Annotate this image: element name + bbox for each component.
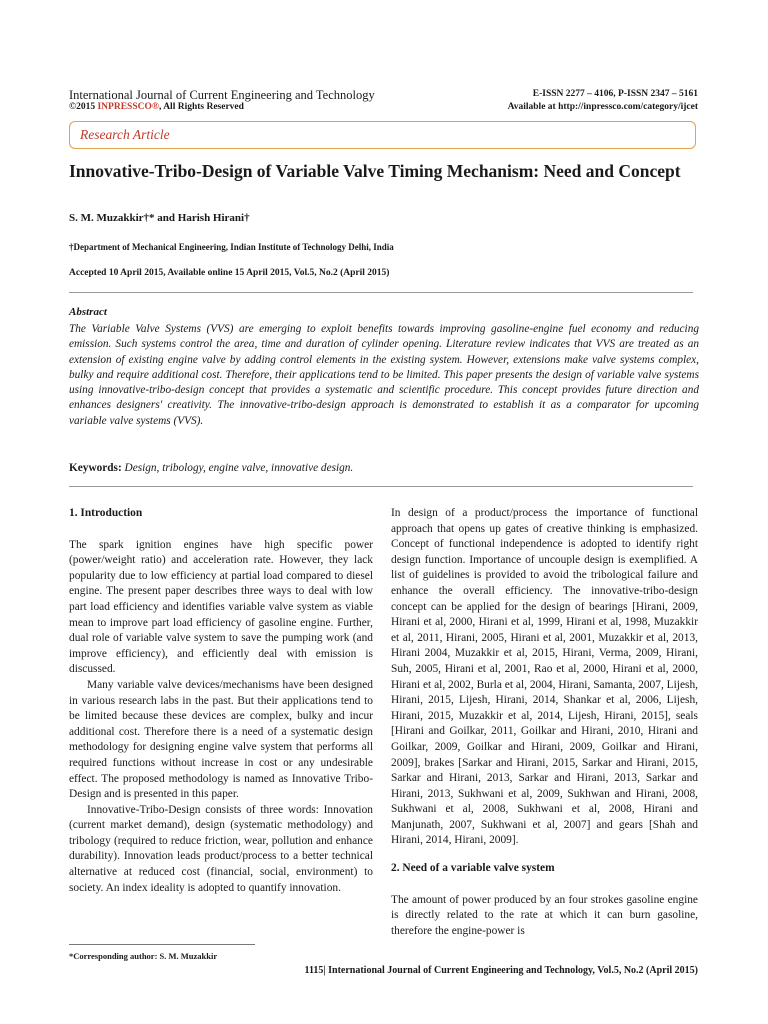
- availability-line: Available at http://inpressco.com/category/ijcet: [507, 102, 698, 112]
- keywords-label: Keywords:: [69, 462, 122, 474]
- intro-paragraph-3: Innovative-Tribo-Design consists of three words: Innovation (current market demand), design (systematic methodology) and tribology (required to reduce friction, wear, pollution and enhance durability). Innovation leads product/process to a better technical alternative at reduced cost (financial, social, environment) to society. An index ideality is adopted to quantify innovation.: [69, 803, 373, 894]
- left-column: [69, 506, 373, 896]
- authors: S. M. Muzakkir†* and Harish Hirani†: [69, 212, 250, 224]
- section-heading-need: 2. Need of a variable valve system: [391, 862, 555, 875]
- right-column: [391, 506, 698, 939]
- divider-top: [69, 292, 693, 293]
- copyright-line: [69, 102, 244, 112]
- publication-dates: Accepted 10 April 2015, Available online 15 April 2015, Vol.5, No.2 (April 2015): [69, 268, 390, 278]
- section2-paragraph-1: The amount of power produced by an four strokes gasoline engine is directly related to the rate at which it can burn gasoline, therefore the engine-power is: [391, 893, 698, 937]
- publisher-brand: INPRESSCO®: [97, 102, 159, 112]
- issn-line: E-ISSN 2277 – 4106, P-ISSN 2347 – 5161: [532, 89, 698, 99]
- journal-name: International Journal of Current Engineering and Technology: [69, 88, 375, 102]
- section-heading-introduction: 1. Introduction: [69, 507, 143, 519]
- affiliation: †Department of Mechanical Engineering, Indian Institute of Technology Delhi, India: [69, 242, 394, 252]
- footnote-divider: [69, 944, 255, 945]
- article-type-box: [69, 121, 696, 149]
- corresponding-author: *Corresponding author: S. M. Muzakkir: [69, 951, 218, 961]
- abstract-text: The Variable Valve Systems (VVS) are emerging to exploit benefits towards improving gasoline-engine fuel economy and reducing emission. Such systems control the area, time and duration of cylinder opening. Literature review indicates that VVS are treated as an extension of existing engine valve by adding control elements in the existing system. However, extensions make valve systems complex, bulky and require additional cost. Therefore, their applications tend to be limited. This paper presents the design of variable valve systems using innovative-tribo-design concept that provides a systematic and scientific procedure. This concept provides future direction and enhances designers' creativity. The innovative-tribo-design approach is demonstrated to establish it as a comparator for upcoming variable valve systems (VVS).: [69, 323, 699, 427]
- keywords: [69, 462, 353, 474]
- intro-paragraph-4: In design of a product/process the importance of functional approach that opens up gates of creative thinking is emphasized. Concept of functional independence is adopted to identify right design function. Importance of uncouple design is exemplified. A list of guidelines is provided to avoid the tribological failure and enhance the overall efficiency. The innovative-tribo-design concept can be applied for the design of bearings [Hirani, 2009, Hirani et al, 2000, Hirani et al, 1999, Hirani et al, 1998, Muzakkir et al, 2011, Hirani, 2005, Hirani et al, 2001, Muzakkir et al, 2013, Hirani 2004, Muzakkir et al, 2015, Hirani, Verma, 2009, Hirani, Suh, 2005, Hirani et al, 2001, Rao et al, 2000, Hirani et al, 2000, Hirani et al, 2002, Burla et al, 2004, Hirani, Samanta, 2007, Lijesh, Hirani, 2015, Lijesh, Hirani, 2014, Shankar et al, 2006, Lijesh, Hirani, 2015, Muzakkir et al, 2014, Lijesh, Hirani, 2015], seals [Hirani and Goilkar, 2011, Goilkar and Hirani, 2010, Hirani and Goilkar, 2009, Goilkar and Hirani, 2009, Goilkar and Hirani, 2009], brakes [Sarkar and Hirani, 2015, Sarkar and Hirani, 2015, Sarkar and Hirani, 2013, Sarkar and Hirani, 2013, Sarkar and Hirani, 2013, Sukhwani et al, 2009, Sukhwan and Hirani, 2008, Sukhwani et al, 2008, Sukhwani et al, 2008, Hirani and Manjunath, 2007, Sukhwani et al, 2007] and gears [Shah and Hirani, 2014, Hirani, 2009].: [391, 507, 698, 847]
- copyright-prefix: ©2015: [69, 102, 98, 112]
- paper-title: Innovative-Tribo-Design of Variable Valve Timing Mechanism: Need and Concept: [69, 161, 681, 181]
- intro-paragraph-1: The spark ignition engines have high specific power (power/weight ratio) and acceleration rate. However, they lack popularity due to low efficiency at partial load compared to diesel engine. The present paper describes three ways to deal with low part load efficiency and identifies variable valve system as viable mean to improve part load efficiency of gasoline engine. Further, dual role of variable valve system to save the pumping work (and improve efficiency), and efficiently deal with emission is discussed.: [69, 538, 373, 676]
- article-type-label: Research Article: [80, 127, 170, 142]
- intro-paragraph-2: Many variable valve devices/mechanisms have been designed in various research labs in the past. But their applications tend to be limited because these devices are complex, bulky and incur additional cost. Therefore there is a need of a systematic design methodology for designing engine valve system that performs all required functions without increase in cost or any undesirable effect. The proposed methodology is named as Innovative Tribo-Design and is presented in this paper.: [69, 678, 373, 801]
- page-footer: 1115| International Journal of Current Engineering and Technology, Vol.5, No.2 (April 2015): [304, 965, 698, 976]
- divider-bottom: [69, 486, 693, 487]
- abstract-heading: Abstract: [69, 306, 107, 318]
- keywords-text: Design, tribology, engine valve, innovative design.: [121, 462, 354, 474]
- copyright-suffix: , All Rights Reserved: [158, 102, 244, 112]
